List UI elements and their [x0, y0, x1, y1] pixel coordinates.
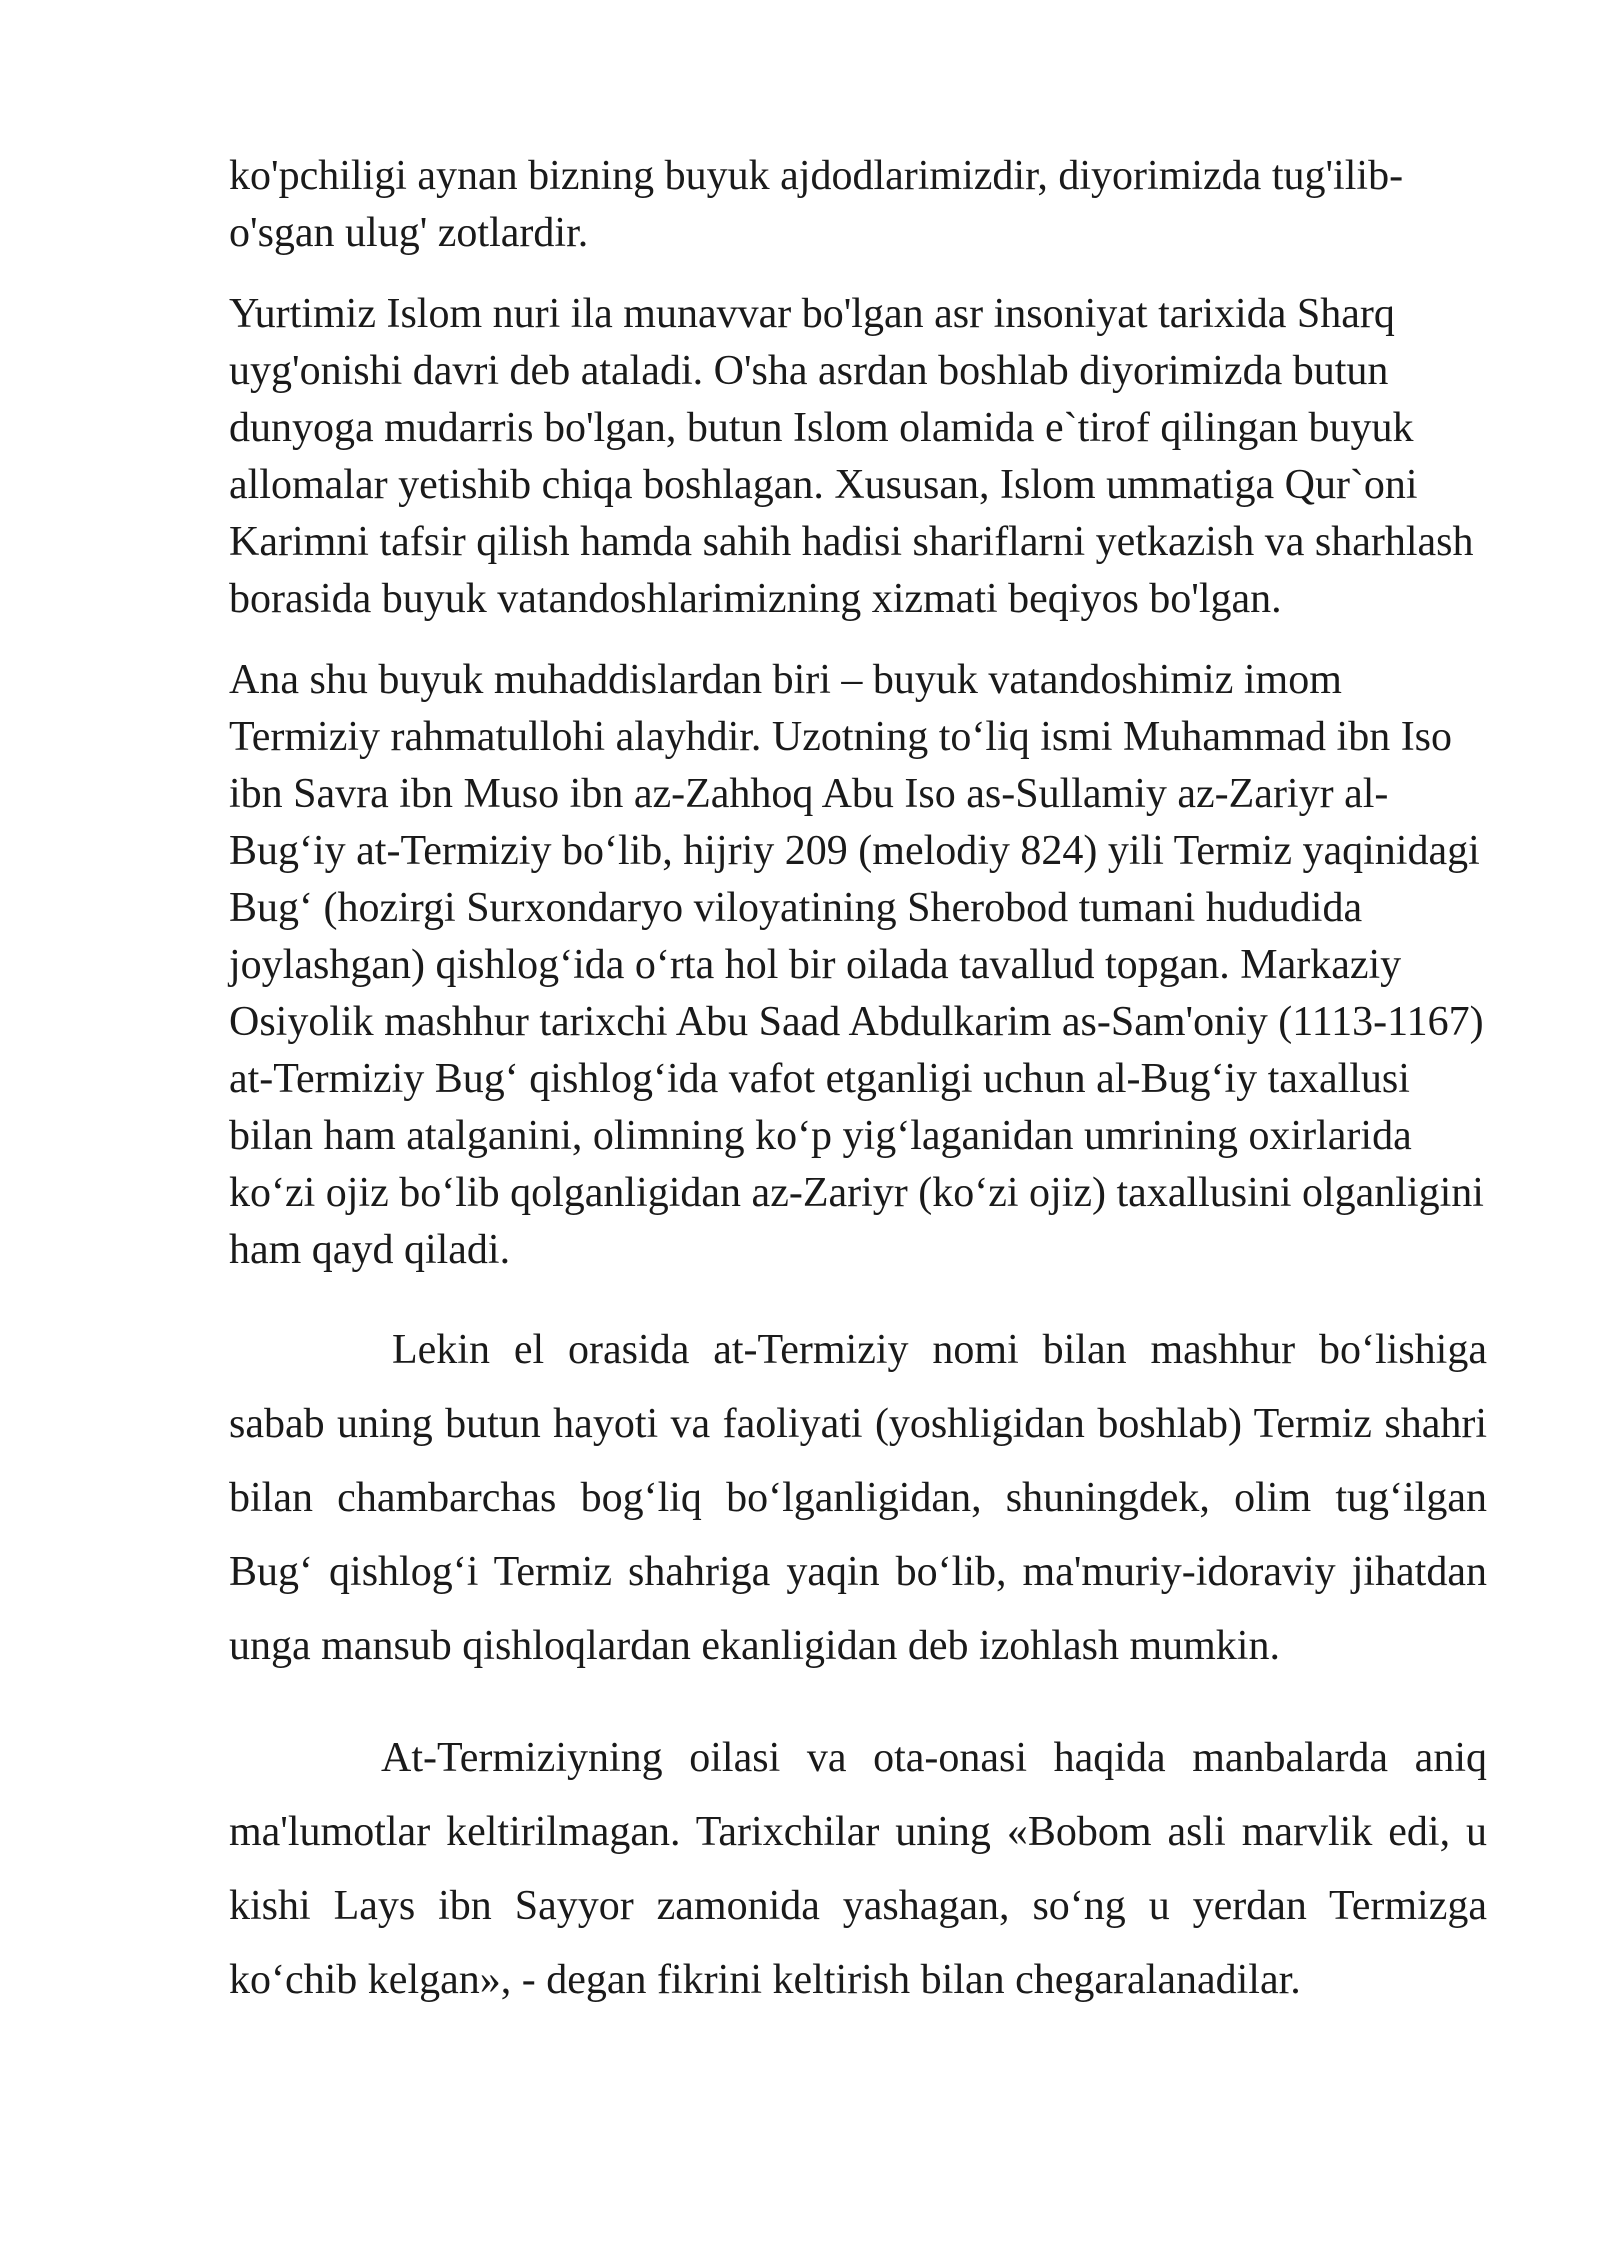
paragraph-termiz-nomi: Lekin el orasida at-Termiziy nomi bilan mashhur bo‘lishiga sabab uning butun hayoti va faoliyati (yoshligidan boshlab) Termiz shahri bilan chambarchas bog‘liq bo‘lganligidan, shuningdek, olim tug‘ilgan Bug‘ qishlog‘i Termiz shahriga yaqin bo‘lib, ma'muriy-idoraviy jihatdan unga mansub qishloqlardan ekanligidan deb izohlash mumkin. [229, 1327, 1487, 1669]
paragraph-sharq-uygonishi: Yurtimiz Islom nuri ila munavvar bo'lgan asr insoniyat tarixida Sharq uyg'onishi davri deb ataladi. O'sha asrdan boshlab diyorimizda butun dunyoga mudarris bo'lgan, butun Islom olamida e`tirof qilingan buyuk allomalar yetishib chiqa boshlagan. Xususan, Islom ummatiga Qur`oni Karimni tafsir qilish hamda sahih hadisi shariflarni yetkazish va sharhlash borasida buyuk vatandoshlarimizning xizmati beqiyos bo'lgan. [229, 291, 1474, 622]
paragraph-continuation: ko'pchiligi aynan bizning buyuk ajdodlarimizdir, diyorimizda tug'ilib-o'sgan ulug' zotlardir. [229, 153, 1404, 256]
paragraph-oilasi: At-Termiziyning oilasi va ota-onasi haqida manbalarda aniq ma'lumotlar keltirilmagan. Tarixchilar uning «Bobom asli marvlik edi, u kishi Lays ibn Sayyor zamonida yashagan, so‘ng u yerdan Termizga ko‘chib kelgan», - degan fikrini keltirish bilan chegaralanadilar. [229, 1735, 1487, 2003]
document-page [229, 148, 1487, 2017]
paragraph-imom-termiziy: Ana shu buyuk muhaddislardan biri – buyuk vatandoshimiz imom Termiziy rahmatullohi alayhdir. Uzotning to‘liq ismi Muhammad ibn Iso ibn Savra ibn Muso ibn az-Zahhoq Abu Iso as-Sullamiy az-Zariyr al-Bug‘iy at-Termiziy bo‘lib, hijriy 209 (melodiy 824) yili Termiz yaqinidagi Bug‘ (hozirgi Surxondaryo viloyatining Sherobod tumani hududida joylashgan) qishlog‘ida o‘rta hol bir oilada tavallud topgan. Markaziy Osiyolik mashhur tarixchi Abu Saad Abdulkarim as-Sam'oniy (1113-1167) at-Termiziy Bug‘ qishlog‘ida vafot etganligi uchun al-Bug‘iy taxallusi bilan ham atalganini, olimning ko‘p yig‘laganidan umrining oxirlarida ko‘zi ojiz bo‘lib qolganligidan az-Zariyr (ko‘zi ojiz) taxallusini olganligini ham qayd qiladi. [229, 657, 1484, 1273]
